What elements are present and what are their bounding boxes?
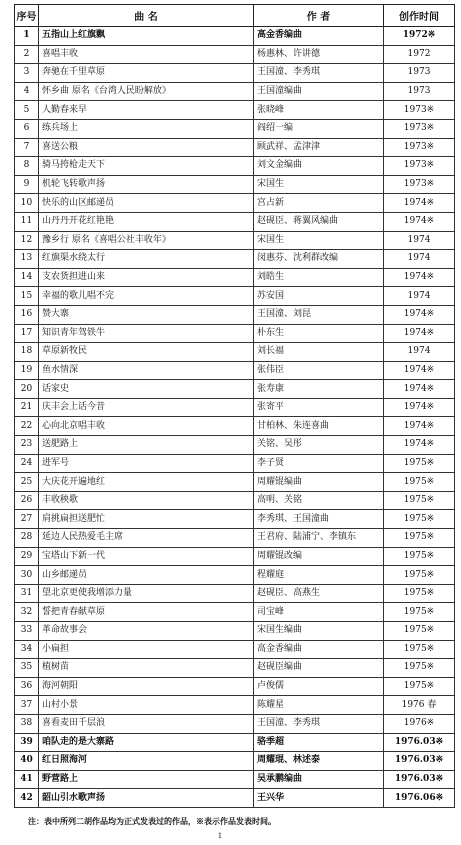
row-year: 1973	[384, 64, 455, 83]
table-row	[15, 491, 455, 510]
row-year: 1974※	[384, 324, 455, 343]
row-author: 宋国生	[254, 175, 384, 194]
row-serial-number: 6	[15, 119, 39, 138]
header-year: 创作时间	[384, 5, 455, 27]
row-author: 赵砚臣、蒋翼风编曲	[254, 212, 384, 231]
row-author: 周耀锟改编	[254, 547, 384, 566]
table-row	[15, 287, 455, 306]
row-year: 1975※	[384, 566, 455, 585]
row-author: 高金香编曲	[254, 640, 384, 659]
table-row	[15, 101, 455, 120]
row-author: 赵砚臣、高燕生	[254, 584, 384, 603]
row-year: 1975※	[384, 622, 455, 641]
row-author: 宋国生	[254, 231, 384, 250]
row-serial-number: 26	[15, 491, 39, 510]
row-year: 1975※	[384, 603, 455, 622]
row-title: 草原新牧民	[39, 343, 254, 362]
row-year: 1973※	[384, 119, 455, 138]
row-author: 王兴华	[254, 789, 384, 808]
row-title: 丰收秧歌	[39, 491, 254, 510]
row-author: 闵惠芬、沈利群改编	[254, 250, 384, 269]
row-author: 高金香编曲	[254, 27, 384, 46]
row-serial-number: 40	[15, 752, 39, 771]
row-serial-number: 42	[15, 789, 39, 808]
row-title: 喜看麦田千层浪	[39, 714, 254, 733]
row-year: 1973※	[384, 157, 455, 176]
row-author: 刘皓生	[254, 268, 384, 287]
row-year: 1974※	[384, 268, 455, 287]
row-year: 1973※	[384, 175, 455, 194]
table-row	[15, 770, 455, 789]
table-row	[15, 231, 455, 250]
table-row	[15, 510, 455, 529]
row-year: 1975※	[384, 677, 455, 696]
row-title: 野营路上	[39, 770, 254, 789]
works-table	[14, 4, 455, 808]
row-author: 王国潼、刘昆	[254, 305, 384, 324]
row-author: 朴东生	[254, 324, 384, 343]
table-row	[15, 343, 455, 362]
row-title: 大庆花开遍地红	[39, 473, 254, 492]
table-row	[15, 268, 455, 287]
table-row	[15, 45, 455, 64]
row-serial-number: 3	[15, 64, 39, 83]
row-serial-number: 17	[15, 324, 39, 343]
row-author: 司宝峰	[254, 603, 384, 622]
table-row	[15, 752, 455, 771]
page-number: 1	[217, 832, 223, 840]
table-row	[15, 64, 455, 83]
row-title: 幸福的歌儿唱不完	[39, 287, 254, 306]
table-row	[15, 305, 455, 324]
row-author: 赵砚臣编曲	[254, 659, 384, 678]
row-year: 1974※	[384, 305, 455, 324]
row-author: 高明、关铭	[254, 491, 384, 510]
row-title: 支农货担进山来	[39, 268, 254, 287]
table-row	[15, 250, 455, 269]
row-serial-number: 28	[15, 529, 39, 548]
row-serial-number: 33	[15, 622, 39, 641]
row-author: 程耀庭	[254, 566, 384, 585]
row-serial-number: 29	[15, 547, 39, 566]
table-row	[15, 27, 455, 46]
row-serial-number: 12	[15, 231, 39, 250]
row-author: 吴承鹏编曲	[254, 770, 384, 789]
row-title: 练兵场上	[39, 119, 254, 138]
table-row	[15, 529, 455, 548]
row-title: 咱队走的是大寨路	[39, 733, 254, 752]
row-author: 陈耀星	[254, 696, 384, 715]
row-serial-number: 18	[15, 343, 39, 362]
header-title: 曲 名	[39, 5, 254, 27]
row-author: 宋国生编曲	[254, 622, 384, 641]
row-year: 1975※	[384, 640, 455, 659]
row-serial-number: 2	[15, 45, 39, 64]
table-row	[15, 417, 455, 436]
row-year: 1975※	[384, 529, 455, 548]
table-row	[15, 454, 455, 473]
row-year: 1974	[384, 250, 455, 269]
row-author: 甘柏林、朱连喜曲	[254, 417, 384, 436]
row-serial-number: 19	[15, 361, 39, 380]
row-title: 快乐的山区邮递员	[39, 194, 254, 213]
table-row	[15, 324, 455, 343]
row-title: 植树苗	[39, 659, 254, 678]
row-serial-number: 34	[15, 640, 39, 659]
row-title: 进军号	[39, 454, 254, 473]
row-serial-number: 15	[15, 287, 39, 306]
row-year: 1975※	[384, 547, 455, 566]
row-serial-number: 14	[15, 268, 39, 287]
row-title: 革命故事会	[39, 622, 254, 641]
row-title: 山村小景	[39, 696, 254, 715]
table-row	[15, 603, 455, 622]
row-author: 王国潼、李秀琪	[254, 714, 384, 733]
row-year: 1972※	[384, 27, 455, 46]
row-title: 延边人民热爱毛主席	[39, 529, 254, 548]
row-author: 张伟臣	[254, 361, 384, 380]
row-serial-number: 36	[15, 677, 39, 696]
table-row	[15, 566, 455, 585]
row-year: 1973※	[384, 101, 455, 120]
row-author: 卢俊儒	[254, 677, 384, 696]
row-author: 张晓峰	[254, 101, 384, 120]
row-serial-number: 30	[15, 566, 39, 585]
row-serial-number: 11	[15, 212, 39, 231]
table-row	[15, 622, 455, 641]
row-title: 喜唱丰收	[39, 45, 254, 64]
table-row	[15, 789, 455, 808]
table-row	[15, 194, 455, 213]
row-author: 阎绍一编	[254, 119, 384, 138]
row-author: 周耀锟编曲	[254, 473, 384, 492]
row-title: 鱼水情深	[39, 361, 254, 380]
row-title: 韶山引水歌声扬	[39, 789, 254, 808]
row-title: 肩挑扁担送肥忙	[39, 510, 254, 529]
row-year: 1975※	[384, 473, 455, 492]
row-title: 海河朝阳	[39, 677, 254, 696]
table-row	[15, 212, 455, 231]
row-title: 喜送公粮	[39, 138, 254, 157]
row-serial-number: 21	[15, 398, 39, 417]
row-serial-number: 8	[15, 157, 39, 176]
table-row	[15, 398, 455, 417]
row-author: 骆季超	[254, 733, 384, 752]
table-row	[15, 380, 455, 399]
row-year: 1976.03※	[384, 752, 455, 771]
row-serial-number: 4	[15, 82, 39, 101]
row-title: 人勤春来早	[39, 101, 254, 120]
row-year: 1975※	[384, 584, 455, 603]
row-year: 1976 春	[384, 696, 455, 715]
table-row	[15, 175, 455, 194]
row-serial-number: 31	[15, 584, 39, 603]
row-serial-number: 35	[15, 659, 39, 678]
row-year: 1974※	[384, 380, 455, 399]
row-title: 奔驰在千里草原	[39, 64, 254, 83]
row-year: 1974	[384, 287, 455, 306]
row-title: 心向北京唱丰收	[39, 417, 254, 436]
row-year: 1972	[384, 45, 455, 64]
table-body	[15, 27, 455, 808]
row-title: 宝塔山下新一代	[39, 547, 254, 566]
row-serial-number: 13	[15, 250, 39, 269]
row-author: 刘长福	[254, 343, 384, 362]
row-year: 1975※	[384, 510, 455, 529]
row-serial-number: 38	[15, 714, 39, 733]
row-author: 周耀琨、林述泰	[254, 752, 384, 771]
row-year: 1976.06※	[384, 789, 455, 808]
row-title: 话家史	[39, 380, 254, 399]
row-title: 望北京更使我增添力量	[39, 584, 254, 603]
table-footnote: 注：表中所列二胡作品均为正式发表过的作品，※表示作品发表时间。	[28, 815, 276, 826]
row-serial-number: 41	[15, 770, 39, 789]
table-row	[15, 659, 455, 678]
row-title: 赞大寨	[39, 305, 254, 324]
row-year: 1974※	[384, 398, 455, 417]
row-author: 王国潼编曲	[254, 82, 384, 101]
table-row	[15, 82, 455, 101]
row-serial-number: 1	[15, 27, 39, 46]
row-serial-number: 37	[15, 696, 39, 715]
row-title: 山丹丹开花红艳艳	[39, 212, 254, 231]
row-serial-number: 16	[15, 305, 39, 324]
row-title: 骑马挎枪走天下	[39, 157, 254, 176]
row-year: 1974※	[384, 194, 455, 213]
row-title: 誓把青春献草原	[39, 603, 254, 622]
row-author: 李秀琪、王国潼曲	[254, 510, 384, 529]
table-row	[15, 119, 455, 138]
table-row	[15, 733, 455, 752]
row-year: 1974	[384, 231, 455, 250]
row-author: 王君府、陆浦宁、李镇东	[254, 529, 384, 548]
row-serial-number: 5	[15, 101, 39, 120]
row-year: 1975※	[384, 491, 455, 510]
table-row	[15, 677, 455, 696]
header-serial-number: 序号	[15, 5, 39, 27]
row-title: 五指山上红旗飘	[39, 27, 254, 46]
row-year: 1976.03※	[384, 770, 455, 789]
row-author: 宫占新	[254, 194, 384, 213]
header-author: 作 者	[254, 5, 384, 27]
row-serial-number: 25	[15, 473, 39, 492]
row-serial-number: 10	[15, 194, 39, 213]
row-serial-number: 22	[15, 417, 39, 436]
row-author: 杨惠林、许讲德	[254, 45, 384, 64]
row-year: 1974	[384, 343, 455, 362]
table-row	[15, 138, 455, 157]
table-row	[15, 584, 455, 603]
row-author: 王国潼、李秀琪	[254, 64, 384, 83]
row-title: 机轮飞转歌声扬	[39, 175, 254, 194]
row-year: 1974※	[384, 436, 455, 455]
table-row	[15, 640, 455, 659]
table-row	[15, 696, 455, 715]
row-serial-number: 32	[15, 603, 39, 622]
table-row	[15, 157, 455, 176]
row-author: 李子贤	[254, 454, 384, 473]
row-serial-number: 39	[15, 733, 39, 752]
table-row	[15, 714, 455, 733]
row-title: 庆丰会上话今昔	[39, 398, 254, 417]
row-serial-number: 24	[15, 454, 39, 473]
row-serial-number: 7	[15, 138, 39, 157]
row-year: 1974※	[384, 417, 455, 436]
row-title: 知识青年驾铁牛	[39, 324, 254, 343]
table-row	[15, 547, 455, 566]
table-row	[15, 436, 455, 455]
row-title: 山乡邮递员	[39, 566, 254, 585]
row-serial-number: 27	[15, 510, 39, 529]
row-year: 1975※	[384, 659, 455, 678]
row-serial-number: 20	[15, 380, 39, 399]
table-header-row	[15, 5, 455, 27]
row-title: 小扁担	[39, 640, 254, 659]
row-title: 豫乡行 原名《喜唱公社丰收年》	[39, 231, 254, 250]
row-title: 怀乡曲 原名《台湾人民盼解放》	[39, 82, 254, 101]
table-row	[15, 361, 455, 380]
row-author: 张寄平	[254, 398, 384, 417]
row-author: 苏安国	[254, 287, 384, 306]
row-year: 1976.03※	[384, 733, 455, 752]
row-year: 1973	[384, 82, 455, 101]
row-year: 1975※	[384, 454, 455, 473]
table-row	[15, 473, 455, 492]
row-year: 1973※	[384, 138, 455, 157]
row-title: 红旗渠水绕太行	[39, 250, 254, 269]
row-author: 刘文金编曲	[254, 157, 384, 176]
row-author: 关铭、吴彤	[254, 436, 384, 455]
document-sheet	[14, 4, 454, 832]
row-year: 1976※	[384, 714, 455, 733]
row-serial-number: 9	[15, 175, 39, 194]
row-title: 送肥路上	[39, 436, 254, 455]
row-year: 1974※	[384, 361, 455, 380]
row-author: 顾武祥、孟津津	[254, 138, 384, 157]
row-serial-number: 23	[15, 436, 39, 455]
row-title: 红日照海河	[39, 752, 254, 771]
row-year: 1974※	[384, 212, 455, 231]
row-author: 张寿康	[254, 380, 384, 399]
